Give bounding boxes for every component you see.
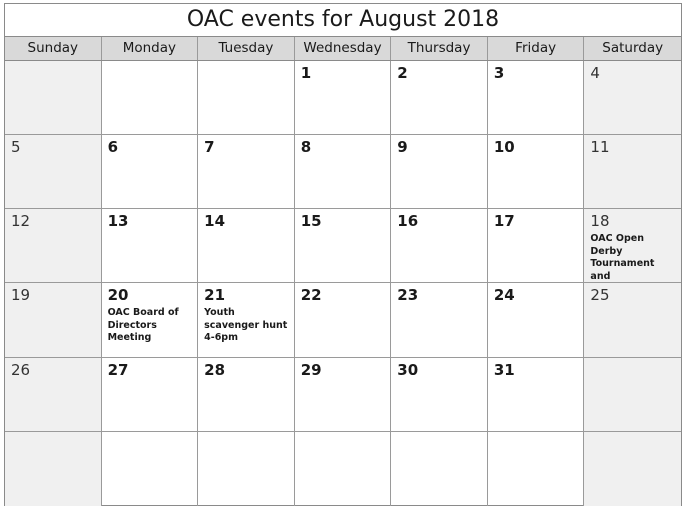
day-number: 4 [590, 64, 600, 82]
day-number: 11 [590, 138, 610, 157]
day-number: 9 [397, 138, 408, 157]
day-cell [102, 209, 199, 283]
event-text: OAC Board of Directors Meeting [107, 307, 179, 344]
day-cell [102, 432, 199, 506]
day-cell [5, 432, 102, 506]
weekday-thursday: Thursday [391, 37, 488, 60]
day-cell [391, 61, 488, 135]
day-number: 19 [11, 286, 31, 305]
day-number: 25 [590, 286, 610, 305]
day-cell [488, 358, 585, 432]
day-number: 27 [107, 360, 129, 379]
day-cell [295, 61, 392, 135]
day-number: 30 [397, 360, 419, 379]
day-cell [391, 432, 488, 506]
day-cell [295, 432, 392, 506]
day-cell [295, 135, 392, 209]
day-cell [102, 135, 199, 209]
day-cell [488, 135, 585, 209]
day-cell [584, 209, 681, 283]
day-cell [5, 135, 102, 209]
day-cell [488, 283, 585, 357]
day-number: 15 [300, 212, 322, 231]
calendar-page [4, 3, 682, 506]
weekday-saturday: Saturday [602, 40, 664, 56]
day-cell [198, 61, 295, 135]
weekday-friday: Friday [488, 37, 585, 60]
day-cell [584, 432, 681, 506]
day-number: 20 [107, 286, 129, 305]
day-cell [488, 209, 585, 283]
day-number: 28 [204, 360, 226, 379]
day-number: 21 [204, 286, 226, 305]
day-cell [5, 358, 102, 432]
day-number: 24 [493, 286, 515, 305]
day-cell [488, 432, 585, 506]
day-cell [295, 283, 392, 357]
day-cell [584, 61, 681, 135]
weekday-sunday: Sunday [5, 37, 102, 60]
weekday-monday: Monday [102, 37, 199, 60]
day-number: 12 [11, 212, 31, 231]
day-cell [5, 283, 102, 357]
day-number: 2 [397, 64, 408, 82]
weekday-wednesday: Wednesday [295, 37, 392, 60]
day-cell [295, 358, 392, 432]
day-number: 26 [11, 360, 31, 379]
day-number: 7 [204, 138, 215, 157]
day-cell [102, 283, 199, 357]
day-cell [391, 283, 488, 357]
day-cell [391, 209, 488, 283]
day-number: 10 [493, 138, 515, 157]
day-number: 23 [397, 286, 419, 305]
day-number: 13 [107, 212, 129, 231]
day-cell [584, 135, 681, 209]
day-number: 3 [493, 64, 505, 82]
day-cell [198, 135, 295, 209]
day-cell [5, 61, 102, 135]
day-cell [102, 61, 199, 135]
day-number: 8 [300, 138, 312, 157]
day-number: 16 [397, 212, 419, 231]
day-cell [295, 209, 392, 283]
day-number: 18 [590, 212, 610, 231]
day-number: 6 [107, 138, 118, 157]
day-cell [198, 209, 295, 283]
event-text: OAC Open Derby Tournament and [590, 233, 655, 282]
day-cell [391, 358, 488, 432]
day-cell [584, 358, 681, 432]
day-number: 29 [300, 360, 322, 379]
day-number: 22 [300, 286, 322, 305]
day-cell [102, 358, 199, 432]
day-number: 5 [11, 138, 21, 157]
calendar-title: OAC events for August 2018 [186, 7, 500, 32]
day-cell [5, 209, 102, 283]
day-number: 31 [493, 360, 515, 379]
day-cell [198, 358, 295, 432]
calendar-grid [5, 61, 681, 506]
day-cell [488, 61, 585, 135]
day-cell [391, 135, 488, 209]
event-text: Youth scavenger hunt 4-6pm [204, 307, 288, 344]
day-cell [198, 283, 295, 357]
day-number: 17 [493, 212, 515, 231]
weekday-tuesday: Tuesday [198, 37, 295, 60]
day-cell [198, 432, 295, 506]
day-cell [584, 283, 681, 357]
weekday-header [5, 36, 681, 61]
day-number: 14 [204, 212, 226, 231]
day-number: 1 [300, 64, 312, 82]
